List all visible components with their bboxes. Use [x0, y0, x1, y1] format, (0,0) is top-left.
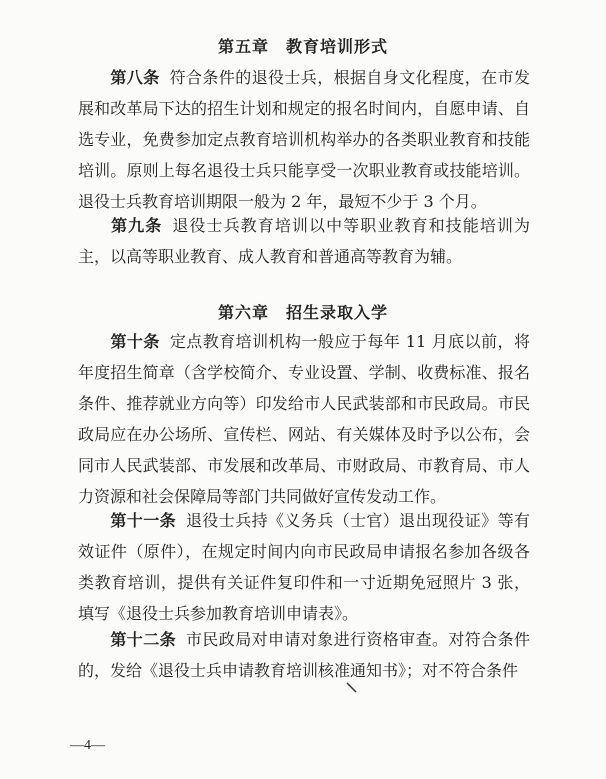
article-10-text: 定点教育培训机构一般应于每年 11 月底以前，将年度招生简章（含学校简介、专业设置、学制、收费标准、报名条件、推荐就业方向等）印发给市人民武装部和市民政局。市民政局应在办公场所、宣传栏、网站、有关媒体及时予以公布，会同市人民武装部、市发展和改革局、市财政局、市教育局、市人力资源和社会保障局等部门共同做好宣传发动工作。 — [78, 332, 530, 506]
article-12-text: 市民政局对申请对象进行资格审查。对符合条件的，发给《退役士兵申请教育培训核准通知书》；对不符合条件 — [78, 630, 530, 680]
article-11-text: 退役士兵持《义务兵（士官）退出现役证》等有效证件（原件），在规定时间内向市民政局申请报名参加各级各类教育培训，提供有关证件复印件和一寸近期免冠照片 3 张，填写《退役士兵参加教育培训申请表》。 — [78, 511, 530, 623]
article-8-text: 符合条件的退役士兵，根据自身文化程度，在市发展和改革局下达的招生计划和规定的报名时间内，自愿申请、自选专业，免费参加定点教育培训机构举办的各类职业教育和技能培训。原则上每名退役士兵只能享受一次职业教育或技能培训。退役士兵教育培训期限一般为 2 年，最短不少于 3 个月。 — [78, 68, 530, 211]
article-10 — [78, 326, 530, 512]
article-9-label: 第九条 — [110, 216, 163, 235]
article-12-label: 第十二条 — [110, 630, 176, 649]
page-number: —4— — [70, 738, 105, 753]
article-11 — [78, 505, 530, 629]
article-9 — [78, 210, 530, 272]
article-8-label: 第八条 — [110, 68, 160, 87]
article-11-label: 第十一条 — [110, 511, 176, 530]
stray-pen-mark — [344, 680, 360, 696]
article-10-label: 第十条 — [110, 332, 160, 351]
article-8 — [78, 62, 530, 217]
chapter-6-heading: 第六章 招生录取入学 — [217, 303, 388, 322]
chapter-5-heading: 第五章 教育培训形式 — [217, 37, 388, 56]
article-9-text: 退役士兵教育培训以中等职业教育和技能培训为主，以高等职业教育、成人教育和普通高等教育为辅。 — [78, 216, 530, 266]
article-12 — [78, 624, 530, 686]
